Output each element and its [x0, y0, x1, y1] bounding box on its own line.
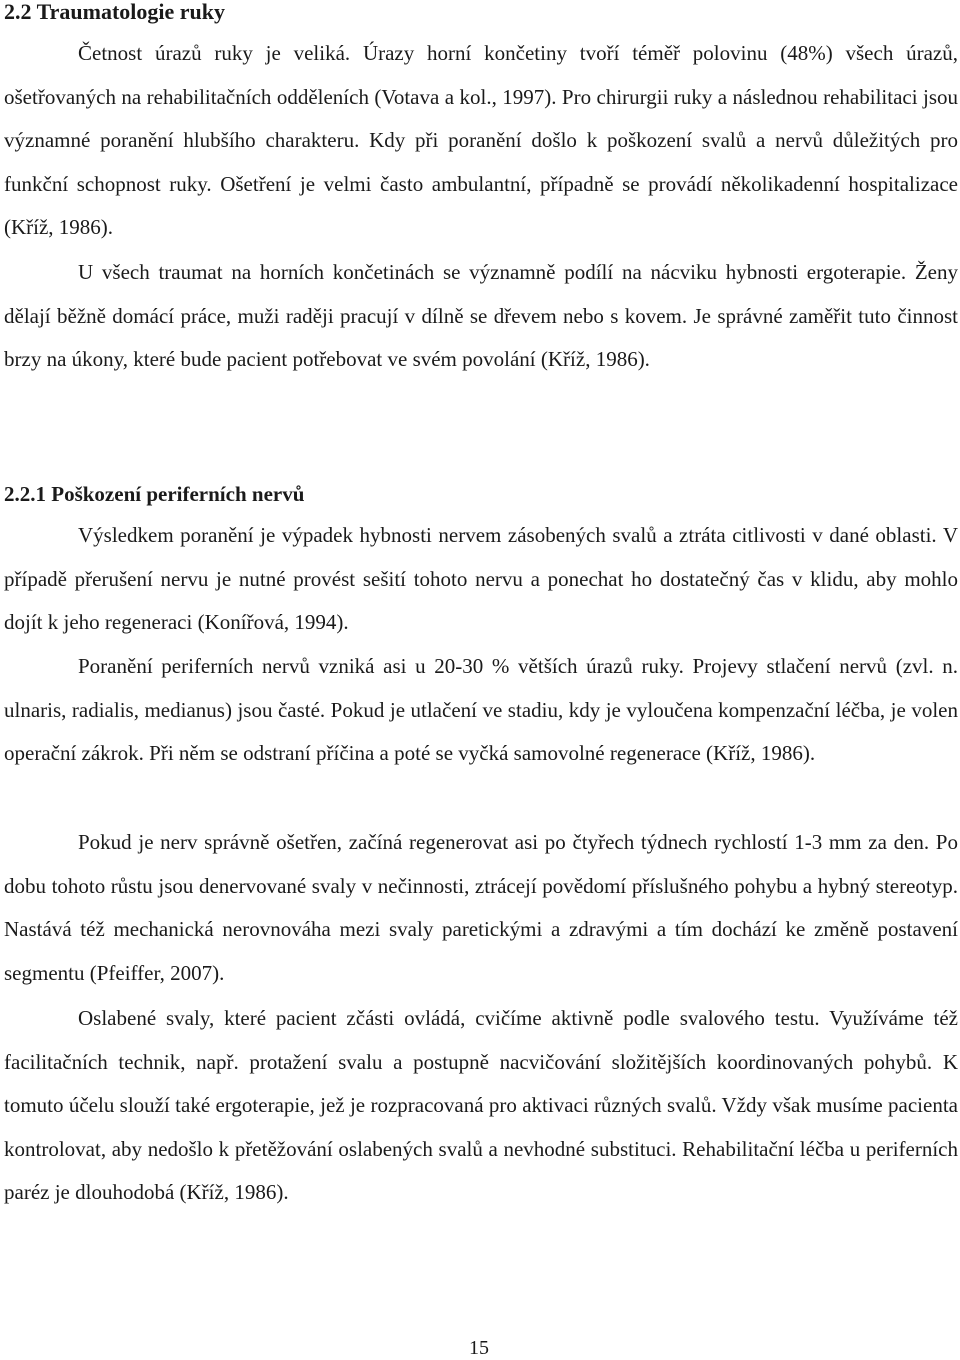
- paragraph: Pokud je nerv správně ošetřen, začíná regenerovat asi po čtyřech týdnech rychlostí 1-3 mm za den. Po dobu tohoto růstu jsou denervované svaly v nečinnosti, ztrácejí povědomí příslušného pohybu a hybný stereotyp. Nastává též mechanická nerovnováha mezi svaly paretickými a zdravými a tím dochází ke změně postavení segmentu (Pfeiffer, 2007).: [4, 830, 958, 985]
- section-heading: 2.2 Traumatologie ruky: [4, 0, 226, 24]
- page-number: 15: [469, 1337, 489, 1359]
- paragraph: Poranění periferních nervů vzniká asi u 20-30 % větších úrazů ruky. Projevy stlačení nervů (zvl. n. ulnaris, radialis, medianus) jsou časté. Pokud je utlačení ve stadiu, kdy je vyloučena kompenzační léčba, je volen operační zákrok. Při něm se odstraní příčina a poté se vyčká samovolné regenerace (Kříž, 1986).: [4, 654, 958, 766]
- paragraph: Výsledkem poranění je výpadek hybnosti nervem zásobených svalů a ztráta citlivosti v dané oblasti. V případě přerušení nervu je nutné provést sešití tohoto nervu a ponechat ho dostatečný čas v klidu, aby mohlo dojít k jeho regeneraci (Konířová, 1994).: [4, 523, 958, 635]
- subsection-heading: 2.2.1 Poškození periferních nervů: [4, 482, 305, 506]
- paragraph: Oslabené svaly, které pacient zčásti ovládá, cvičíme aktivně podle svalového testu. Využíváme též facilitačních technik, např. protažení svalu a postupně nacvičování složitějších koordinovaných pohybů. K tomuto účelu slouží také ergoterapie, jež je rozpracovaná pro aktivaci různých svalů. Vždy však musíme pacienta kontrolovat, aby nedošlo k přetěžování oslabených svalů a nevhodné substituci. Rehabilitační léčba u periferních paréz je dlouhodobá (Kříž, 1986).: [4, 1006, 958, 1205]
- paragraph: Četnost úrazů ruky je veliká. Úrazy horní končetiny tvoří téměř polovinu (48%) všech úrazů, ošetřovaných na rehabilitačních odděleních (Votava a kol., 1997). Pro chirurgii ruky a následnou rehabilitaci jsou významné poranění hlubšího charakteru. Kdy při poranění došlo k poškození svalů a nervů důležitých pro funkční schopnost ruky. Ošetření je velmi často ambulantní, případně se provádí několikadenní hospitalizace (Kříž, 1986).: [4, 41, 958, 240]
- paragraph: U všech traumat na horních končetinách se významně podílí na nácviku hybnosti ergoterapie. Ženy dělají běžně domácí práce, muži raději pracují v dílně se dřevem nebo s kovem. Je správné zaměřit tuto činnost brzy na úkony, které bude pacient potřebovat ve svém povolání (Kříž, 1986).: [4, 260, 958, 372]
